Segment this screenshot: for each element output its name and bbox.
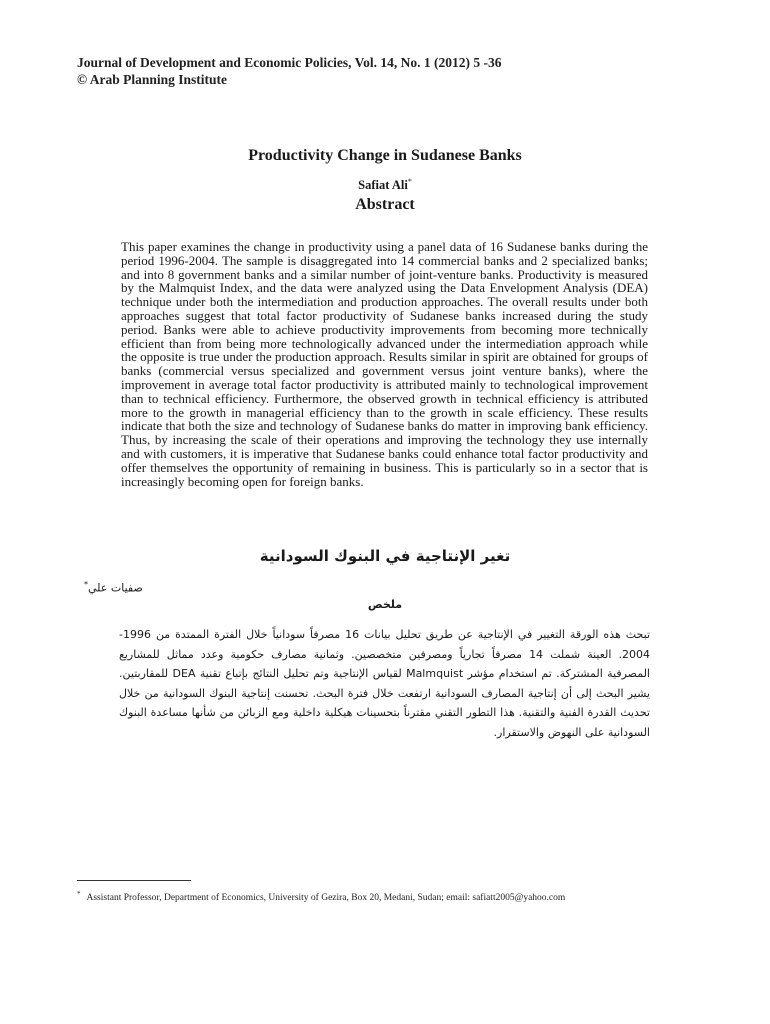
journal-header	[77, 54, 502, 88]
arabic-author-text: صفيات علي	[88, 581, 143, 595]
arabic-abstract-body: تبحث هذه الورقة التغيير في الإنتاجية عن طريق تحليل بيانات 16 مصرفاً سودانياً خلال الفترة الممتدة من 1996-2004. العينة شملت 14 مصرفاً تجارياً ومصرفين متخصصين. وثمانية مصارف حكومية وعدد مماثل للمشاريع المصرفية المشتركة. تم استخدام مؤشر Malmquist لقياس الإنتاجية وتم تحليل النتائج بإتباع تقنية DEA للمقاربتين. يشير البحث إلى أن إنتاجية المصارف السودانية ارتفعت خلال فترة البحث. تحسنت إنتاجية البنوك السودانية من خلال تحديث القدرة الفنية والتقنية. هذا التطور التقني مقترناً بتحسينات هيكلية داخلية ومع الزبائن من شأنها مساعدة البنوك السودانية على النهوض والاستقرار.	[119, 628, 651, 739]
footnote	[77, 890, 565, 903]
paper-title: Productivity Change in Sudanese Banks	[248, 147, 522, 164]
abstract-heading: Abstract	[355, 196, 415, 213]
footnote-divider	[77, 880, 191, 881]
arabic-author-mark: *	[84, 580, 88, 589]
author-footnote-mark: *	[407, 177, 412, 186]
publisher-line: © Arab Planning Institute	[77, 72, 227, 87]
arabic-author	[84, 580, 143, 595]
footnote-mark: *	[77, 890, 81, 898]
journal-citation: Journal of Development and Economic Policies, Vol. 14, No. 1 (2012) 5 -36	[77, 55, 502, 70]
arabic-abstract-heading: ملخص	[367, 598, 403, 611]
arabic-title: تغير الإنتاجية في البنوك السودانية	[259, 547, 511, 565]
abstract-body: This paper examines the change in productivity using a panel data of 16 Sudanese banks during the period 1996-2004. The sample is disaggregated into 14 commercial banks and 2 specialized banks; and into 8 government banks and a similar number of joint-venture banks. Productivity is measured by the Malmquist Index, and the data were analyzed using the Data Envelopment Analysis (DEA) technique under both the intermediation and production approaches. The overall results under both approaches suggest that total factor productivity of Sudanese banks increased during the study period. Banks were able to achieve productivity improvements from becoming more technically efficient than from being more technologically advanced under the intermediation approach while the opposite is true under the production approach. Results similar in spirit are obtained for groups of banks (commercial versus specialized and government versus joint venture banks), where the improvement in average total factor productivity is attributed mainly to technological improvement than to technical efficiency. Furthermore, the observed growth in technical efficiency is attributed more to the growth in managerial efficiency than to the growth in scale efficiency. These results indicate that both the size and technology of Sudanese banks do matter in improving bank efficiency. Thus, by increasing the scale of their operations and improving the technology they use internally and with customers, it is imperative that Sudanese banks could enhance total factor productivity and offer themselves the opportunity of remaining in business. This is particularly so in a sector that is increasingly becoming open for foreign banks.	[121, 239, 648, 489]
author-name	[0, 177, 770, 193]
footnote-text: Assistant Professor, Department of Economics, University of Gezira, Box 20, Medani, Sudan; email: safiatt2005@yahoo.com	[86, 893, 566, 904]
author-name-text: Safiat Ali	[358, 178, 408, 193]
